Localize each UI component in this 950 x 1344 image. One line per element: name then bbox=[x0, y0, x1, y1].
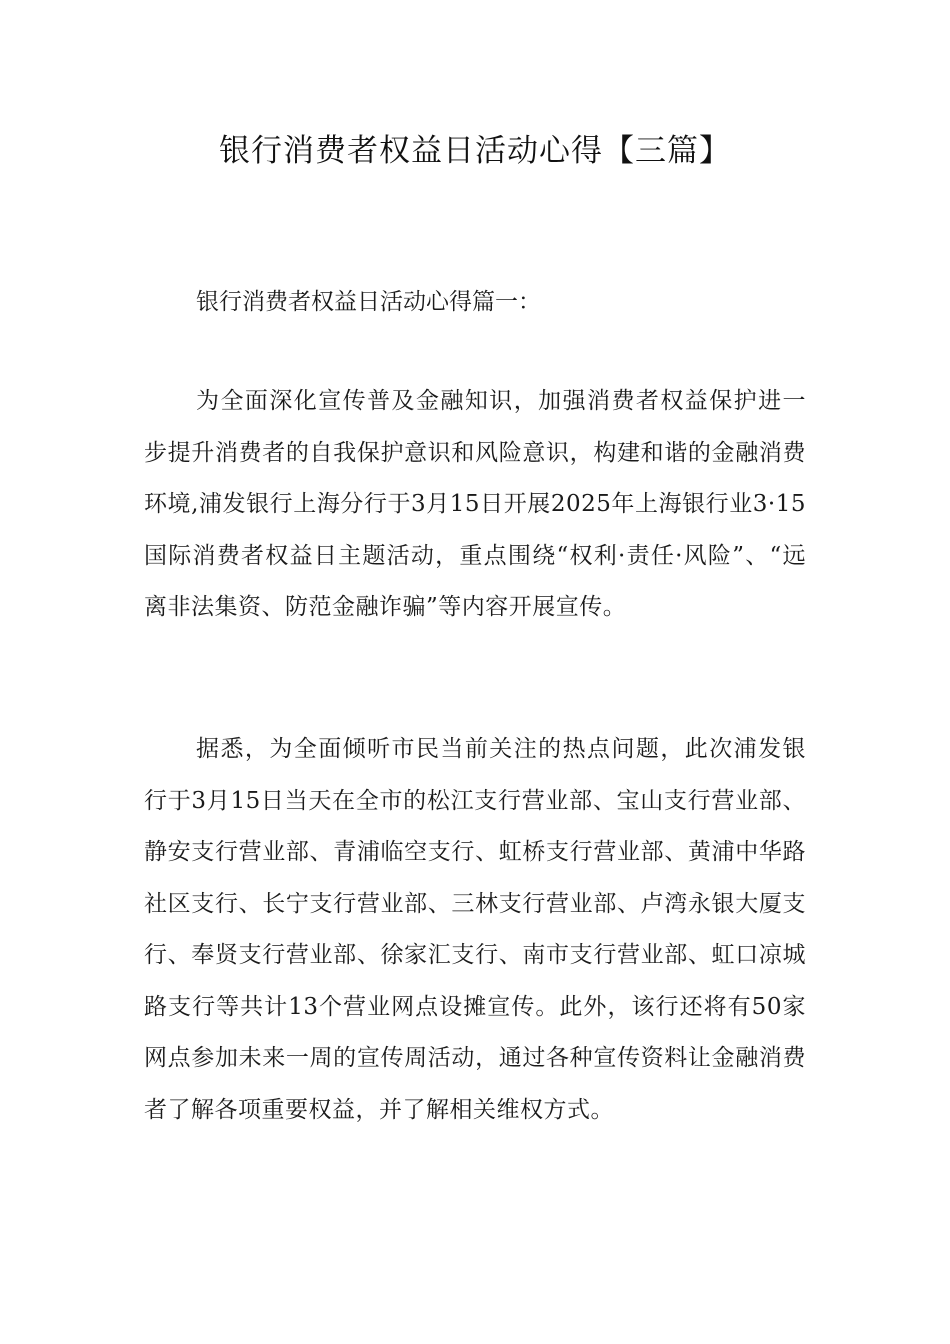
paragraph-2: 据悉，为全面倾听市民当前关注的热点问题，此次浦发银行于3月15日当天在全市的松江支行营业部、宝山支行营业部、静安支行营业部、青浦临空支行、虹桥支行营业部、黄浦中华路社区支行、长宁支行营业部、三林支行营业部、卢湾永银大厦支行、奉贤支行营业部、徐家汇支行、南市支行营业部、虹口凉城路支行等共计13个营业网点设摊宣传。此外，该行还将有50家网点参加未来一周的宣传周活动，通过各种宣传资料让金融消费者了解各项重要权益，并了解相关维权方式。 bbox=[144, 736, 806, 1123]
section-heading: 银行消费者权益日活动心得篇一： bbox=[196, 289, 541, 315]
document-title: 银行消费者权益日活动心得【三篇】 bbox=[219, 133, 731, 169]
paragraph-1: 为全面深化宣传普及金融知识，加强消费者权益保护进一步提升消费者的自我保护意识和风险意识，构建和谐的金融消费环境,浦发银行上海分行于3月15日开展2025年上海银行业3·15国际消费者权益日主题活动，重点围绕“权利·责任·风险”、“远离非法集资、防范金融诈骗”等内容开展宣传。 bbox=[144, 388, 806, 620]
